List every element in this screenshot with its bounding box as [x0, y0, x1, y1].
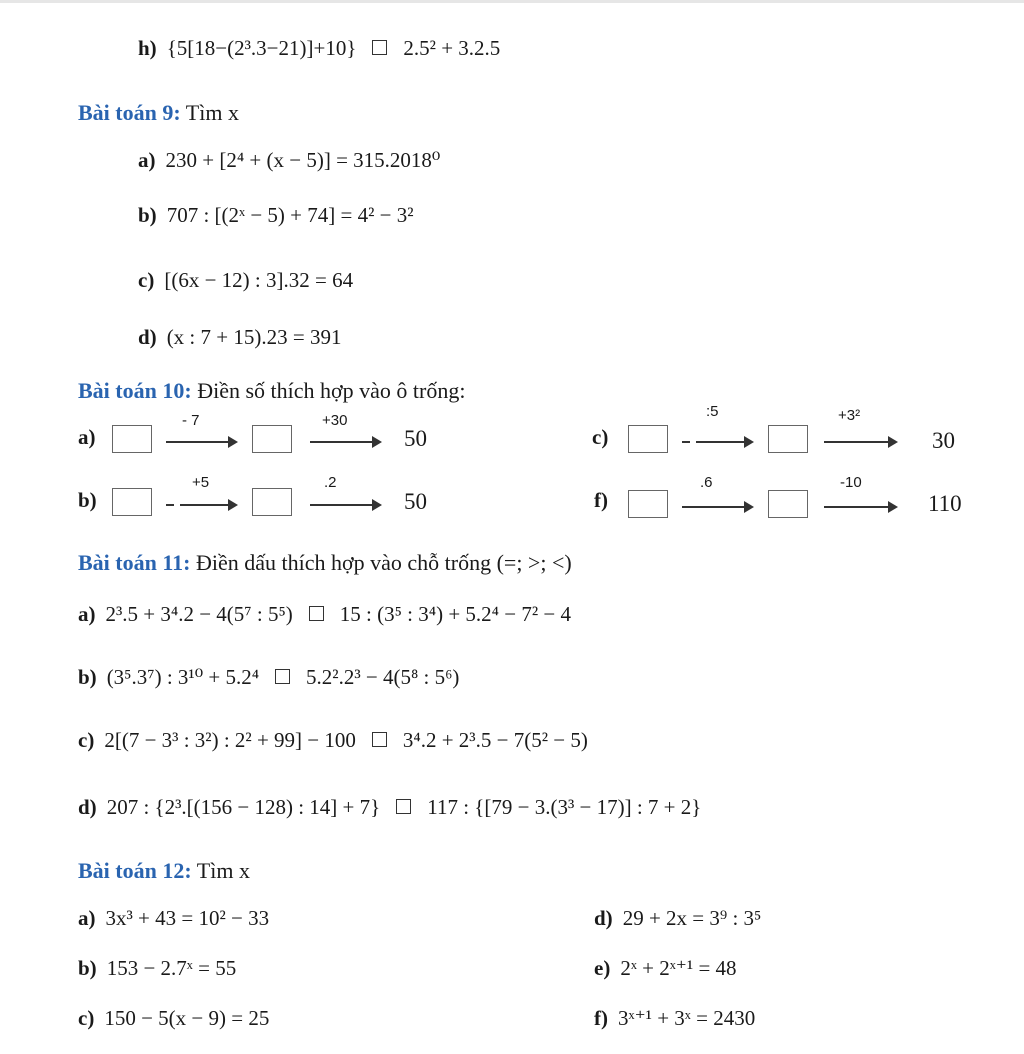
- expression-right: 3⁴.2 + 2³.5 − 7(5² − 5): [402, 728, 588, 752]
- compare-box: [372, 40, 387, 55]
- item-label: a): [78, 906, 96, 930]
- problem-12b: [78, 956, 236, 981]
- operation-label: +3²: [838, 407, 861, 424]
- problem-9d: [138, 325, 341, 350]
- operation-label: .2: [324, 474, 337, 491]
- item-label: a): [78, 602, 96, 626]
- operation-label: +30: [322, 412, 348, 429]
- equation: 707 : [(2ˣ − 5) + 74] = 4² − 3²: [166, 203, 414, 227]
- compare-box: [309, 606, 324, 621]
- arrow-icon: [310, 441, 380, 443]
- problem-9c: [138, 268, 353, 293]
- expression-left: {5[18−(2³.3−21)]+10}: [166, 36, 357, 60]
- expression-left: 2³.5 + 3⁴.2 − 4(5⁷ : 5⁵): [105, 602, 293, 626]
- problem-12d: [594, 906, 761, 931]
- expression-left: 207 : {2³.[(156 − 128) : 14] + 7}: [106, 795, 381, 819]
- operation-label: +5: [192, 474, 210, 491]
- item-label: b): [138, 203, 157, 227]
- problem-11-title: [78, 550, 572, 576]
- problem-10-title: [78, 378, 465, 404]
- title-rest: Tìm x: [185, 100, 239, 125]
- expression-right: 5.2².2³ − 4(5⁸ : 5⁶): [306, 665, 460, 689]
- equation: [(6x − 12) : 3].32 = 64: [164, 268, 354, 292]
- blank-box: [252, 488, 292, 516]
- item-label: b): [78, 665, 97, 689]
- expression-right: 117 : {[79 − 3.(3³ − 17)] : 7 + 2}: [427, 795, 702, 819]
- problem-12-title: [78, 858, 250, 884]
- item-label: a): [138, 148, 156, 172]
- blank-box: [112, 488, 152, 516]
- arrow-icon: [180, 504, 236, 506]
- item-label: f): [594, 488, 608, 512]
- item-label: e): [594, 956, 611, 980]
- arrow-icon: [824, 506, 896, 508]
- item-label: f): [594, 1006, 608, 1030]
- item-label: a): [78, 425, 96, 449]
- item-label: d): [78, 795, 97, 819]
- blank-box: [768, 425, 808, 453]
- arrow-icon: [824, 441, 896, 443]
- expression-left: 2[(7 − 3³ : 3²) : 2² + 99] − 100: [104, 728, 356, 752]
- item-label: h): [138, 36, 157, 60]
- problem-12a: [78, 906, 269, 931]
- result-number: 50: [404, 426, 427, 451]
- compare-box: [396, 799, 411, 814]
- item-label: d): [594, 906, 613, 930]
- problem-9a: [138, 148, 440, 173]
- problem-9b: [138, 203, 414, 228]
- blank-box: [252, 425, 292, 453]
- problem-11b: [78, 665, 459, 690]
- blank-box: [628, 425, 668, 453]
- problem-12c: [78, 1006, 269, 1031]
- blank-box: [112, 425, 152, 453]
- item-label: b): [78, 488, 97, 512]
- title-bold: Bài toán 9:: [78, 100, 181, 125]
- arrow-icon: [696, 441, 752, 443]
- equation: 150 − 5(x − 9) = 25: [104, 1006, 270, 1030]
- operation-label: .6: [700, 474, 713, 491]
- title-rest: Điền dấu thích hợp vào chỗ trống (=; >; <): [195, 550, 572, 575]
- equation: (x : 7 + 15).23 = 391: [166, 325, 342, 349]
- result-number: 30: [932, 428, 955, 453]
- compare-box: [372, 732, 387, 747]
- result-number: 50: [404, 489, 427, 514]
- operation-label: - 7: [182, 412, 200, 429]
- equation: 230 + [2⁴ + (x − 5)] = 315.2018⁰: [165, 148, 441, 172]
- problem-11d: [78, 795, 701, 820]
- title-rest: Tìm x: [196, 858, 250, 883]
- compare-box: [275, 669, 290, 684]
- item-label: c): [592, 425, 609, 449]
- problem-9-title: [78, 100, 239, 126]
- item-label: d): [138, 325, 157, 349]
- arrow-icon: [310, 504, 380, 506]
- blank-box: [768, 490, 808, 518]
- title-bold: Bài toán 10:: [78, 378, 192, 403]
- problem-8h: [138, 36, 500, 61]
- result-number: 110: [928, 491, 962, 516]
- equation: 3ˣ⁺¹ + 3ˣ = 2430: [618, 1006, 756, 1030]
- equation: 2ˣ + 2ˣ⁺¹ = 48: [620, 956, 737, 980]
- equation: 3x³ + 43 = 10² − 33: [105, 906, 270, 930]
- problem-12f: [594, 1006, 755, 1031]
- title-bold: Bài toán 12:: [78, 858, 192, 883]
- operation-label: -10: [840, 474, 862, 491]
- expression-right: 15 : (3⁵ : 3⁴) + 5.2⁴ − 7² − 4: [339, 602, 571, 626]
- problem-12e: [594, 956, 737, 981]
- equation: 29 + 2x = 3⁹ : 3⁵: [622, 906, 762, 930]
- expression-right: 2.5² + 3.2.5: [403, 36, 501, 60]
- arrow-icon: [682, 506, 752, 508]
- arrow-icon: [166, 441, 236, 443]
- item-label: c): [78, 728, 95, 752]
- title-rest: Điền số thích hợp vào ô trống:: [197, 378, 466, 403]
- item-label: b): [78, 956, 97, 980]
- problem-11a: [78, 602, 571, 627]
- equation: 153 − 2.7ˣ = 55: [106, 956, 237, 980]
- title-bold: Bài toán 11:: [78, 550, 191, 575]
- item-label: c): [78, 1006, 95, 1030]
- operation-label: :5: [706, 403, 719, 420]
- item-label: c): [138, 268, 155, 292]
- top-divider: [0, 0, 1024, 3]
- expression-left: (3⁵.3⁷) : 3¹⁰ + 5.2⁴: [106, 665, 260, 689]
- problem-11c: [78, 728, 588, 753]
- blank-box: [628, 490, 668, 518]
